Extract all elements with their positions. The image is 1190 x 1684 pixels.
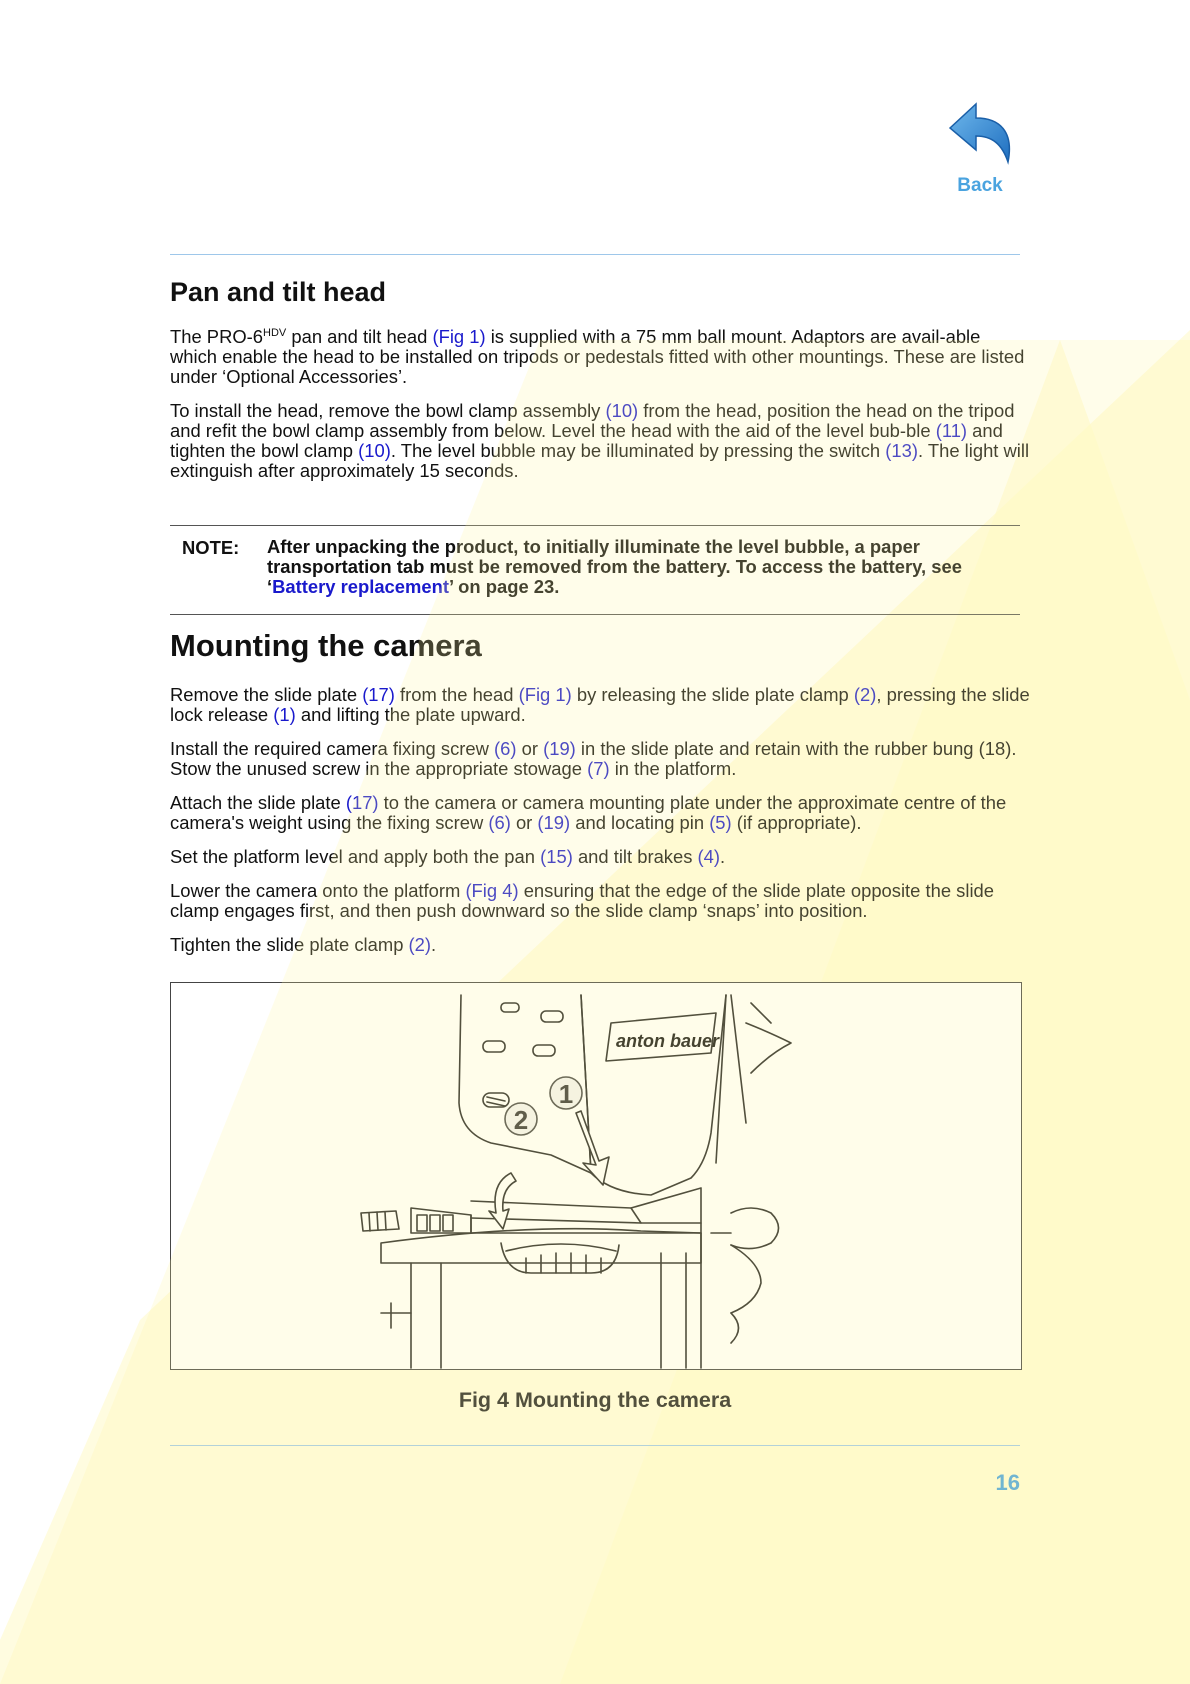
ref-17b-link[interactable]: (17) [345,792,379,813]
back-button[interactable] [940,98,1020,197]
ref-fig4-link[interactable]: (Fig 4) [465,880,519,901]
paragraph-remove-slide-plate: Remove the slide plate (17) from the head (Fig 1) by releasing the slide plate clamp (2), pressing the slide lock release (1) and lifting the plate upward. [170,684,1030,725]
ref-17-link[interactable]: (17) [362,684,395,705]
ref-fig1-link[interactable]: (Fig 1) [432,326,486,347]
ref-7-link[interactable]: (7) [587,758,610,779]
svg-text:2: 2 [513,1105,529,1135]
top-divider [170,254,1020,255]
note-box [170,525,1020,615]
ref-fig1b-link[interactable]: (Fig 1) [518,684,572,705]
ref-13-link[interactable]: (13) [885,440,918,461]
figure-caption: Fig 4 Mounting the camera [458,1388,732,1412]
note-label: NOTE: [182,537,240,558]
paragraph-install-screw: Install the required camera fixing screw (6) or (19) in the slide plate and retain with the rubber bung (18). Stow the unused screw in the appropriate stowage (7) in the platform. [170,738,1017,779]
paragraph-lower-camera: Lower the camera onto the platform (Fig 4) ensuring that the edge of the slide plate opposite the slide clamp engages first, and then push downward so the slide clamp ‘snaps’ into position. [170,880,995,921]
section-title-pan-tilt: Pan and tilt head [170,277,387,307]
battery-replacement-link[interactable]: Battery replacement [272,576,449,597]
paragraph-set-platform: Set the platform level and apply both the pan (15) and tilt brakes (4). [170,846,726,867]
ref-15-link[interactable]: (15) [540,846,573,867]
paragraph-install-head: To install the head, remove the bowl clamp assembly (10) from the head, position the head on the tripod and refit the bowl clamp assembly from below. Level the head with the aid of the level bub-ble (11) and tighten the bowl clamp (10). The level bubble may be illuminated by pressing the switch (13). The light will extinguish after approximately 15 seconds. [170,400,1030,481]
ref-4-link[interactable]: (4) [697,846,721,867]
ref-10b-link[interactable]: (10) [358,440,391,461]
ref-6b-link[interactable]: (6) [488,812,511,833]
figure-4-illustration [170,982,1022,1370]
camera-mount-drawing [171,983,1021,1369]
section-title-mounting: Mounting the camera [170,628,482,663]
back-label: Back [957,175,1003,196]
ref-19b-link[interactable]: (19) [537,812,571,833]
paragraph-attach-slide-plate: Attach the slide plate (17) to the camera or camera mounting plate under the approximate centre of the camera's weight using the fixing screw (6) or (19) and locating pin (5) (if appropriate). [170,792,1007,833]
callout-1 [550,1077,582,1109]
callout-2 [505,1103,537,1135]
ref-6-link[interactable]: (6) [494,738,517,759]
ref-11-link[interactable]: (11) [935,420,968,441]
page-number: 16 [995,1470,1020,1495]
ref-2b-link[interactable]: (2) [408,934,432,955]
brand-logo-text: anton bauer [616,1031,720,1051]
paragraph-tighten-clamp: Tighten the slide plate clamp (2). [170,934,437,955]
ref-10-link[interactable]: (10) [605,400,639,421]
bottom-divider [170,1445,1020,1446]
ref-1-link[interactable]: (1) [273,704,296,725]
paragraph-pan-tilt-intro: The PRO-$6^{HDV}$ pan and tilt head (Fig 1) is supplied with a 75 mm ball mount. Adaptors are avail-able which enable the head to be installed on tripods or pedestals fitted with other mountings. These are listed under ‘Optional Accessories’. [170,326,1025,387]
ref-19-link[interactable]: (19) [543,738,576,759]
note-text: After unpacking the product, to initially illuminate the level bubble, a paper transportation tab must be removed from the battery. To access the battery, see ‘Battery replacement’ on page 23. [267,536,962,597]
ref-5-link[interactable]: (5) [709,812,732,833]
svg-text:1: 1 [558,1079,574,1109]
ref-2-link[interactable]: (2) [853,684,877,705]
back-arrow-icon [942,98,1018,174]
